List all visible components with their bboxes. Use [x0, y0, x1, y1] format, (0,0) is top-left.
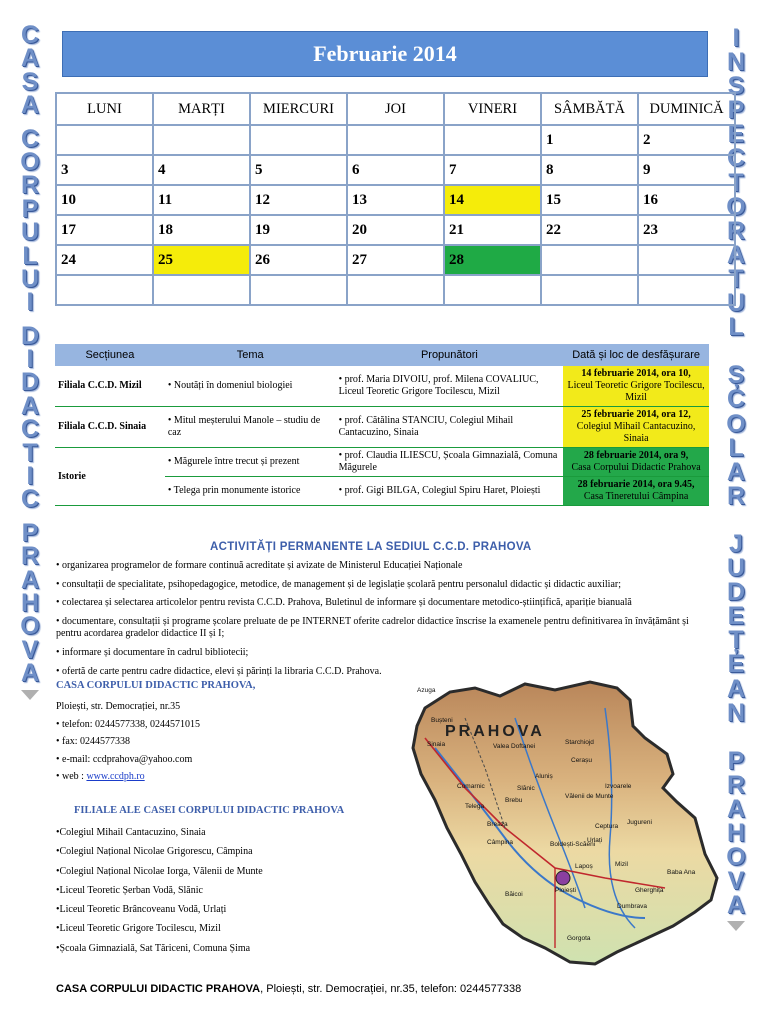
list-item: • Colegiul Mihail Cantacuzino, Sinaia: [56, 823, 263, 842]
banner-letter: A: [20, 565, 40, 594]
calendar-day: 17: [56, 215, 153, 245]
banner-letter: I: [26, 345, 34, 374]
weekday-header: MIERCURI: [250, 93, 347, 125]
banner-letter: O: [726, 192, 746, 221]
list-item: • consultații de specialitate, psihopedagogice, metodice, de management și de legislație școlară pentru personalul didactic și didactic auxiliar;: [56, 579, 708, 592]
banner-letter: T: [728, 264, 744, 293]
banner-letter: A: [20, 659, 40, 688]
banner-letter: S: [727, 72, 745, 101]
event-section: Filiala C.C.D. Sinaia: [55, 407, 165, 448]
weekday-header: SÂMBĂTĂ: [541, 93, 638, 125]
event-date: 14 februarie 2014, ora 10, Liceul Teoretic Grigore Tocilescu, Mizil: [563, 366, 709, 407]
calendar-day: [541, 275, 638, 305]
banner-letter: U: [20, 264, 40, 293]
calendar-day: [638, 275, 735, 305]
filiale-title: FILIALE ALE CASEI CORPULUI DIDACTIC PRAHOVA: [74, 805, 345, 816]
banner-letter: Ț: [728, 626, 744, 655]
banner-letter: R: [726, 216, 746, 245]
map-region-label: PRAHOVA: [445, 723, 545, 740]
calendar-week: [56, 125, 735, 155]
list-item: • documentare, consultații și programe școlare preluate de pe INTERNET oferite cadrelor didactice înscrise la examenele pentru definitivarea în învățământ și pentru acordarea gradelor didactice II și I;: [56, 616, 708, 641]
map-town-label: Lapoș: [575, 863, 593, 870]
banner-letter: H: [726, 819, 746, 848]
event-date: 28 februarie 2014, ora 9.45, Casa Tineretului Câmpina: [563, 477, 709, 506]
banner-letter: P: [727, 746, 745, 775]
calendar-day: [250, 275, 347, 305]
calendar-day: 25: [153, 245, 250, 275]
map-town-label: Valea Doftanei: [493, 743, 536, 750]
event-proposers: • prof. Gigi BILGA, Colegiul Spiru Haret, Ploiești: [336, 477, 564, 506]
triangle-down-icon: [21, 690, 39, 700]
map-town-label: Azuga: [417, 687, 436, 694]
calendar-day: 5: [250, 155, 347, 185]
map-town-label: Gherghița: [635, 887, 664, 894]
calendar-day: 26: [250, 245, 347, 275]
event-row: [55, 407, 709, 448]
map-town-label: Ceptura: [595, 823, 619, 830]
banner-letter: A: [726, 457, 746, 486]
map-town-label: Mizil: [615, 861, 628, 868]
map-town-label: Ploiești: [555, 887, 576, 894]
banner-letter: L: [728, 433, 744, 462]
banner-letter: C: [20, 124, 40, 153]
calendar-day: 15: [541, 185, 638, 215]
banner-letter: N: [726, 48, 746, 77]
list-item: • Liceul Teoretic Grigore Tocilescu, Mizil: [56, 919, 263, 938]
event-proposers: • prof. Cătălina STANCIU, Colegiul Mihail Cantacuzino, Sinaia: [336, 407, 564, 448]
calendar-day: [444, 275, 541, 305]
banner-letter: E: [727, 602, 745, 631]
calendar-day: 19: [250, 215, 347, 245]
calendar-day: [250, 125, 347, 155]
banner-letter: U: [726, 289, 746, 318]
banner-letter: P: [21, 518, 39, 547]
event-tema: • Telega prin monumente istorice: [165, 477, 336, 506]
banner-letter: Ș: [727, 361, 745, 390]
calendar-day: [347, 125, 444, 155]
calendar-week: [56, 215, 735, 245]
weekday-header: LUNI: [56, 93, 153, 125]
banner-letter: A: [20, 91, 40, 120]
calendar-week: [56, 245, 735, 275]
weekday-header: MARȚI: [153, 93, 250, 125]
banner-letter: A: [20, 44, 40, 73]
banner-letter: A: [726, 674, 746, 703]
left-vertical-banner: [6, 21, 54, 700]
banner-letter: T: [22, 438, 38, 467]
map-town-label: Baba Ana: [667, 869, 696, 876]
banner-letter: I: [732, 24, 740, 52]
list-item: • Școala Gimnazială, Sat Tăriceni, Comuna Șima: [56, 939, 263, 958]
calendar-day: 22: [541, 215, 638, 245]
event-proposers: • prof. Maria DIVOIU, prof. Milena COVALIUC, Liceul Teoretic Grigore Tocilescu, Mizil: [336, 366, 564, 407]
map-town-label: Cerașu: [571, 757, 592, 764]
map-town-label: Dumbrava: [617, 903, 647, 910]
calendar-day: 18: [153, 215, 250, 245]
banner-letter: A: [726, 240, 746, 269]
banner-letter: O: [20, 147, 40, 176]
banner-letter: D: [20, 368, 40, 397]
banner-letter: U: [726, 554, 746, 583]
banner-letter: A: [726, 891, 746, 920]
banner-letter: C: [20, 21, 40, 49]
calendar-day: 27: [347, 245, 444, 275]
calendar-day: 13: [347, 185, 444, 215]
banner-letter: P: [21, 194, 39, 223]
events-table: [55, 344, 709, 506]
calendar-day: 16: [638, 185, 735, 215]
banner-letter: C: [726, 385, 746, 414]
banner-letter: O: [20, 612, 40, 641]
calendar-day: 21: [444, 215, 541, 245]
calendar-day: 2: [638, 125, 735, 155]
banner-letter: C: [20, 415, 40, 444]
calendar-day: [56, 125, 153, 155]
banner-letter: I: [26, 462, 34, 491]
banner-letter: A: [20, 391, 40, 420]
contact-web: • web : www.ccdph.ro: [56, 771, 145, 782]
list-item: • organizarea programelor de formare continuă acreditate și avizate de Ministerul Educației Naționale: [56, 560, 708, 573]
banner-letter: D: [726, 578, 746, 607]
prahova-map: [405, 678, 723, 970]
activities-title: ACTIVITĂȚI PERMANENTE LA SEDIUL C.C.D. PRAHOVA: [210, 541, 532, 553]
banner-letter: C: [20, 485, 40, 514]
calendar-day: 23: [638, 215, 735, 245]
weekday-header: VINERI: [444, 93, 541, 125]
event-proposers: • prof. Claudia ILIESCU, Școala Gimnazială, Comuna Măgurele: [336, 448, 564, 477]
banner-letter: V: [21, 635, 39, 664]
map-town-label: Vălenii de Munte: [565, 793, 614, 800]
contact-email: • e-mail: ccdprahova@yahoo.com: [56, 753, 193, 765]
banner-letter: R: [20, 542, 40, 571]
list-item: • informare și documentare în cadrul bibliotecii;: [56, 647, 708, 660]
calendar-day: 11: [153, 185, 250, 215]
event-tema: • Noutăți în domeniul biologiei: [165, 366, 336, 407]
event-date: 28 februarie 2014, ora 9, Casa Corpului Didactic Prahova: [563, 448, 709, 477]
calendar-day: [153, 275, 250, 305]
contact-address: Ploiești, str. Democrației, nr.35: [56, 701, 181, 712]
map-town-label: Slănic: [517, 785, 535, 792]
banner-letter: I: [26, 288, 34, 317]
map-town-label: Breaza: [487, 821, 508, 828]
calendar-week: [56, 155, 735, 185]
calendar-day: [541, 245, 638, 275]
calendar-day: 7: [444, 155, 541, 185]
calendar-day: 8: [541, 155, 638, 185]
calendar-grid: [55, 92, 736, 306]
banner-letter: J: [729, 529, 743, 558]
event-date: 25 februarie 2014, ora 12, Colegiul Mihail Cantacuzino, Sinaia: [563, 407, 709, 448]
col-header-data: Dată și loc de desfășurare: [563, 344, 709, 366]
map-town-label: Boldești-Scăeni: [550, 841, 596, 848]
calendar-day: 28: [444, 245, 541, 275]
map-town-label: Jugureni: [627, 819, 652, 826]
calendar-day: 1: [541, 125, 638, 155]
calendar-day: [347, 275, 444, 305]
list-item: • Liceul Teoretic Șerban Vodă, Slănic: [56, 881, 263, 900]
banner-letter: H: [20, 588, 40, 617]
map-town-label: Telega: [465, 803, 485, 810]
calendar-day: 3: [56, 155, 153, 185]
list-item: • Colegiul Național Nicolae Grigorescu, Câmpina: [56, 842, 263, 861]
banner-letter: A: [726, 795, 746, 823]
calendar-day: 4: [153, 155, 250, 185]
col-header-tema: Tema: [165, 344, 336, 366]
footer: CASA CORPULUI DIDACTIC PRAHOVA, Ploiești, str. Democrației, nr.35, telefon: 0244577338: [56, 983, 522, 995]
contact-title: CASA CORPULUI DIDACTIC PRAHOVA,: [56, 680, 256, 691]
banner-letter: E: [727, 650, 745, 679]
banner-letter: R: [726, 770, 746, 799]
event-tema: • Mitul meșterului Manole – studiu de caz: [165, 407, 336, 448]
col-header-sectiunea: Secțiunea: [55, 344, 165, 366]
map-town-label: Starchiojd: [565, 739, 594, 746]
calendar-title: Februarie 2014: [62, 31, 708, 77]
contact-phone: • telefon: 0244577338, 0244571015: [56, 718, 201, 730]
calendar-day: 10: [56, 185, 153, 215]
calendar-day: 14: [444, 185, 541, 215]
banner-letter: R: [20, 171, 40, 200]
event-section: Istorie: [55, 448, 165, 506]
list-item: • Liceul Teoretic Brâncoveanu Vodă, Urlați: [56, 900, 263, 919]
event-row: [55, 366, 709, 407]
map-town-label: Comarnic: [457, 783, 485, 790]
map-town-label: Brebu: [505, 797, 523, 804]
map-town-label: Izvoarele: [605, 783, 632, 790]
map-town-label: Bușteni: [431, 717, 453, 724]
banner-letter: V: [727, 867, 745, 896]
banner-letter: D: [20, 321, 40, 350]
map-town-label: Gorgota: [567, 935, 591, 942]
banner-letter: L: [22, 241, 38, 270]
map-town-label: Câmpina: [487, 839, 514, 846]
website-link[interactable]: www.ccdph.ro: [86, 771, 145, 782]
calendar-day: 12: [250, 185, 347, 215]
banner-letter: S: [21, 67, 39, 96]
banner-letter: T: [728, 168, 744, 197]
banner-letter: O: [726, 843, 746, 872]
event-row: [55, 448, 709, 477]
filiale-list: [56, 823, 263, 958]
weekday-header: DUMINICĂ: [638, 93, 735, 125]
banner-letter: P: [727, 96, 745, 125]
banner-letter: L: [728, 313, 744, 342]
banner-letter: N: [726, 698, 746, 727]
banner-letter: R: [726, 481, 746, 510]
calendar-day: 20: [347, 215, 444, 245]
calendar-day: 6: [347, 155, 444, 185]
weekday-header: JOI: [347, 93, 444, 125]
calendar-day: 24: [56, 245, 153, 275]
calendar-week: [56, 275, 735, 305]
contact-fax: • fax: 0244577338: [56, 736, 131, 747]
event-section: Filiala C.C.D. Mizil: [55, 366, 165, 407]
banner-letter: E: [727, 120, 745, 149]
calendar-week: [56, 185, 735, 215]
contact-block: [56, 698, 200, 786]
col-header-propunatori: Propunători: [336, 344, 564, 366]
list-item: • ofertă de carte pentru cadre didactice, elevi și părinți la libraria C.C.D. Prahova.: [56, 666, 708, 679]
event-tema: • Măgurele între trecut și prezent: [165, 448, 336, 477]
activities-list: [56, 560, 708, 684]
calendar-day: [153, 125, 250, 155]
list-item: • Colegiul Național Nicolae Iorga, Vălenii de Munte: [56, 862, 263, 881]
calendar-day: [444, 125, 541, 155]
map-town-label: Sinaia: [427, 741, 446, 748]
calendar-day: [638, 245, 735, 275]
map-town-label: Aluniș: [535, 773, 553, 780]
calendar-day: 9: [638, 155, 735, 185]
banner-letter: U: [20, 218, 40, 247]
map-town-label: Urlați: [587, 837, 603, 844]
list-item: • colectarea și selectarea articolelor pentru revista C.C.D. Prahova, Buletinul de informare și documentare metodico-științifică, apariție bianuală: [56, 597, 708, 610]
calendar-day: [56, 275, 153, 305]
banner-letter: O: [726, 409, 746, 438]
map-town-label: Băicoi: [505, 891, 523, 898]
triangle-down-icon: [727, 921, 745, 931]
banner-letter: C: [726, 144, 746, 173]
